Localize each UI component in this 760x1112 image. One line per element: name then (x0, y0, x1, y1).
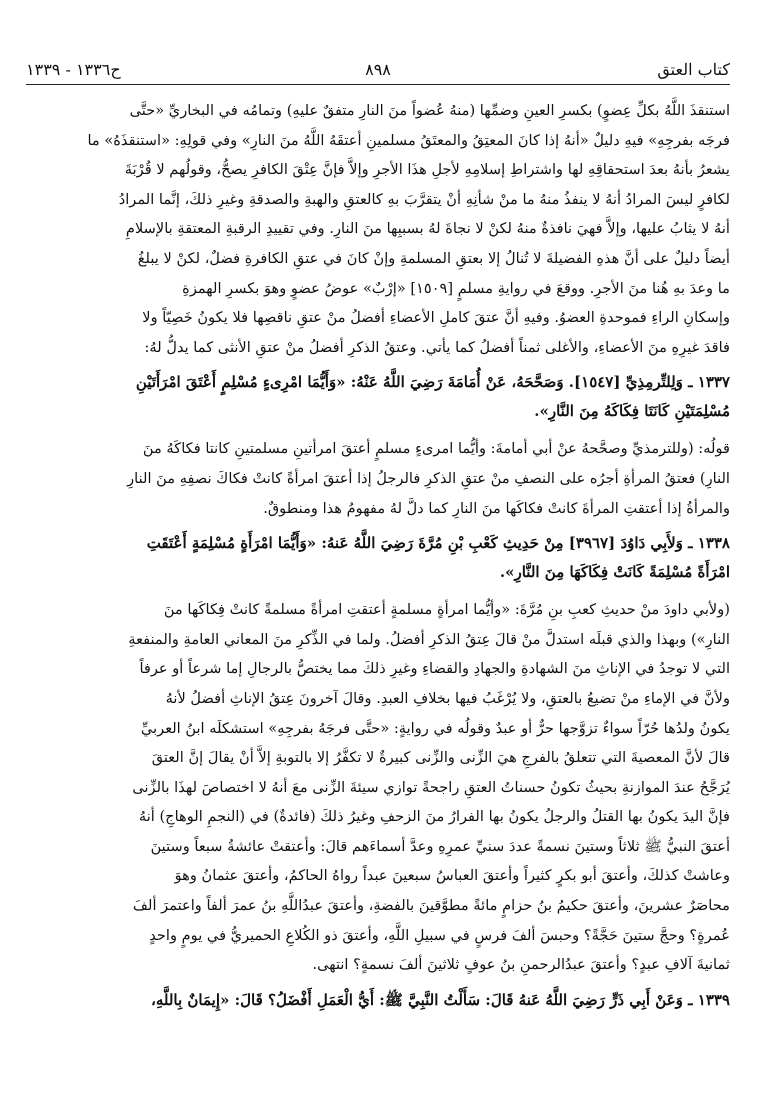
commentary-block (26, 434, 730, 523)
hadith-block-1339 (26, 986, 730, 1015)
page-header (26, 58, 730, 85)
text-line: التي لا توجدُ في الإناثِ منَ الشهادةِ والجهادِ والقضاءِ وغيرِ ذلكَ مما يختصُّ بالرجالِ إما شرعاً أو عرفاً (139, 660, 730, 678)
text-line: أعتقَ النبيُّ ﷺ ثلاثاً وستينَ نسمةً عددَ سنيِّ عمرِهِ وعدَّ أسماءَهم قالَ: وأعتقتْ عائشةُ سبعاً وستينَ (150, 837, 730, 855)
hadith-block-1338 (26, 529, 730, 587)
hadith-line: مُسْلِمَتَيْنِ كَانَتَا فِكَاكَهُ مِنَ النَّارِ». (534, 402, 730, 421)
hadith-block-1337 (26, 368, 730, 426)
text-line: عُمرةٍ؟ وحجَّ ستينَ حَجَّةً؟ وحبسَ ألفَ فرسٍ في سبيلِ اللَّهِ، وأعتقَ ذو الكُلاعِ الحميريُّ في يومٍ واحدٍ (149, 926, 730, 944)
text-line: قولُه: (وللترمذيِّ وصحَّحهُ عنْ أبي أمامةَ: وأيُّما امرىءٍ مسلمٍ أعتقَ امرأتينِ مسلمتينِ كانتا فكاكَهُ منَ (142, 440, 730, 458)
text-line: ثمانيةَ آلافِ عبدٍ؟ وأعتقَ عبدُالرحمنِ بنُ عوفٍ ثلاثينَ ألفَ نسمةٍ؟ انتهى. (312, 956, 730, 974)
hadith-line: امْرَأَةً مُسْلِمَةً كَانَتْ فِكَاكَهَا مِنَ النَّارِ». (499, 563, 730, 582)
text-line: ولأنَّ في الإماءِ منْ تضيعُ بالعتقِ، ولا يُرْغَبُ فيها بخلافِ العبدِ. وقالَ آخرونَ عِتقُ الإناثِ أفضلُ لأنهُ (165, 689, 730, 707)
text-line: النارِ) فعتقُ المرأةِ أجرُه على النصفِ منْ عتقِ الذكرِ فالرجلُ إذا أعتقَ امرأةً كانتْ فكاكَ نصفِهِ منَ النارِ (127, 469, 730, 487)
text-line: ما وعدَ بهِ هُنا منَ الأجرِ. ووقعَ في روايةِ مسلمٍ [١٥٠٩] «إرْبٌ» عوضُ عضوٍ وهوَ بكسرِ الهمزةِ (182, 279, 730, 297)
commentary-block (26, 595, 730, 980)
text-line: النارِ») وبهذا والذي قبلَه استدلَّ منْ قالَ عِتقُ الذكرِ أفضلُ. ولما في الذِّكرِ منَ المعاني العامةِ والمنفعةِ (128, 630, 730, 648)
text-line: استنقذَ اللَّهُ بكلِّ عِضوٍ) بكسرِ العينِ وضمِّها (منهُ عُضواً منَ النارِ متفقٌ عليهِ) وتمامُه في البخاريِّ «حتَّى (129, 102, 730, 119)
book-title: كتاب العتق (657, 60, 730, 79)
text-line: أنهُ لا يثابُ عليها، وإلاَّ فهيَ نافذةٌ منهُ لكنْ لا نجاةَ لهُ بسببِها منَ النارِ. وفي تقييدِ الرقبةِ المعتقةِ بالإسلامِ (125, 220, 730, 238)
text-line: قالَ لأنَّ المعصيةَ التي تتعلقُ بالفرجِ هيَ الزِّنى والزِّنى كبيرةٌ لا تكفَّرُ إلا بالتوبةِ إلاَّ أنْ يقالَ إنَّ العتقَ (151, 749, 730, 767)
text-line: لكافرٍ ليسَ المرادُ أنهُ لا ينفذُ منهُ ما منْ شأنِهِ أنْ يتقرَّبَ بهِ كالعتقِ والهبةِ والصدقةِ وغيرِ ذلكَ، إنَّما المرادُ (118, 190, 730, 208)
text-line: يشعرُ بأنهُ بعدَ استحقاقِهِ لها واشتراطِ إسلامِهِ لأجلِ هذَا الأجرِ وإلاَّ فإنَّ عِتْقَ الكافرِ يصحُّ، وقولُهم لا قُرْبَةَ (124, 161, 730, 179)
commentary-block (26, 96, 730, 362)
text-line: فإنَّ اليدَ يكونُ بها القتلُ والرجلُ يكونُ بها الفرارُ منَ الزحفِ وغيرُ ذلكَ (فائدةٌ) في (النجمِ الوهاجِ) أنهُ (138, 808, 730, 826)
hadith-range: ح١٣٣٦ - ١٣٣٩ (26, 60, 121, 79)
page-number: ٨٩٨ (365, 60, 391, 79)
text-line: فرجَه بفرجِهِ» فيهِ دليلٌ «أنهُ إذا كانَ المعتِقُ والمعتَقُ مسلمينِ أعتقَهُ اللَّهُ منَ النارِ» وفي قولِهِ: «استنقذَهُ» ما (87, 131, 730, 149)
hadith-line: ١٣٣٩ ـ وَعَنْ أَبِي ذَرٍّ رَضِيَ اللَّهُ عَنهُ قَالَ: سَأَلْتُ النَّبِيَّ ﷺ: أَيُّ الْعَمَلِ أَفْضَلُ؟ قَالَ: «إِيمَانٌ بِاللَّهِ، (151, 990, 730, 1009)
text-line: محاصَرٌ عشرينَ، وأعتقَ حكيمُ بنُ حزامٍ مائةً مطوَّقينَ بالفضةِ، وأعتقَ عبدُاللَّهِ بنُ عمرَ ألفاً واعتمرَ ألفَ (132, 897, 730, 915)
text-line: (ولأبي داودَ منْ حديثِ كعبِ بنِ مُرَّةَ: «وأيُّما امرأةٍ مسلمةٍ أعتقتِ امرأةً مسلمةً كانتْ فِكاكَها منَ (163, 601, 730, 619)
page-body (26, 96, 730, 1015)
text-line: يكونُ ولدُها حُرّاً سواءٌ تزوَّجها حرٌّ أو عبدٌ وقولُه في روايةٍ: «حتَّى فرجَهُ بفرجِهِ» استشكلَه ابنُ العربيِّ (140, 719, 730, 737)
text-line: يُرَجَّحُ عندَ الموازنةِ بحيثُ تكونُ حسناتُ العتقِ راجحةً توازي سيئةَ الزِّنى معَ أنهُ لا اختصاصَ لهذَا بالزِّنى (132, 778, 730, 796)
text-line: وإسكانِ الراءِ فموحدةِ العضوُ. وفيهِ أنَّ عتقَ كاملِ الأعضاءِ أفضلُ منْ عتقِ ناقصِها فلا يكونُ خَصِيّاً ولا (142, 309, 730, 327)
hadith-line: ١٣٣٧ ـ وَلِلتِّرمِذِيِّ [١٥٤٧]. وَصَحَّحَهُ، عَنْ أُمَامَةَ رَضِيَ اللَّهُ عَنْهُ: «وَأَيُّمَا امْرِىءٍ مُسْلِمٍ أَعْتَقَ امْرَأَتَيْنِ (135, 373, 730, 392)
text-line: فاقدَ غيرِهِ منَ الأعضاءِ، والأغلى ثمناً أفضلُ كما يأتي. وعتقُ الذكرِ أفضلُ منْ عتقِ الأنثى كما يدلُّ لهُ: (144, 338, 730, 356)
text-line: والمرأةُ إذا أعتقتِ المرأةَ كانتْ فكاكَها منَ النارِ كما دلَّ لهُ مفهومُ هذا ومنطوقٌ. (263, 499, 730, 517)
text-line: أيضاً دليلٌ على أنَّ هذهِ الفضيلةَ لا تُنالُ إلا بعتقِ المسلمةِ وإنْ كانَ في عتقِ الكافرةِ فضلٌ، لكنْ لا يبلغُ (137, 249, 730, 267)
hadith-line: ١٣٣٨ ـ وَلأَبِي دَاوُدَ [٣٩٦٧] مِنْ حَدِيثِ كَعْبِ بْنِ مُرَّةَ رَضِيَ اللَّهُ عَنهُ: «وَأَيُّمَا امْرَأَةٍ مُسْلِمَةٍ أَعْتَقَتِ (146, 534, 730, 553)
text-line: وعاشتْ كذلكَ، وأعتقَ أبو بكرٍ كثيراً وأعتقَ العباسُ سبعينَ عبداً رواهُ الحاكمُ، وأعتقَ عثمانُ وهوَ (174, 867, 730, 885)
